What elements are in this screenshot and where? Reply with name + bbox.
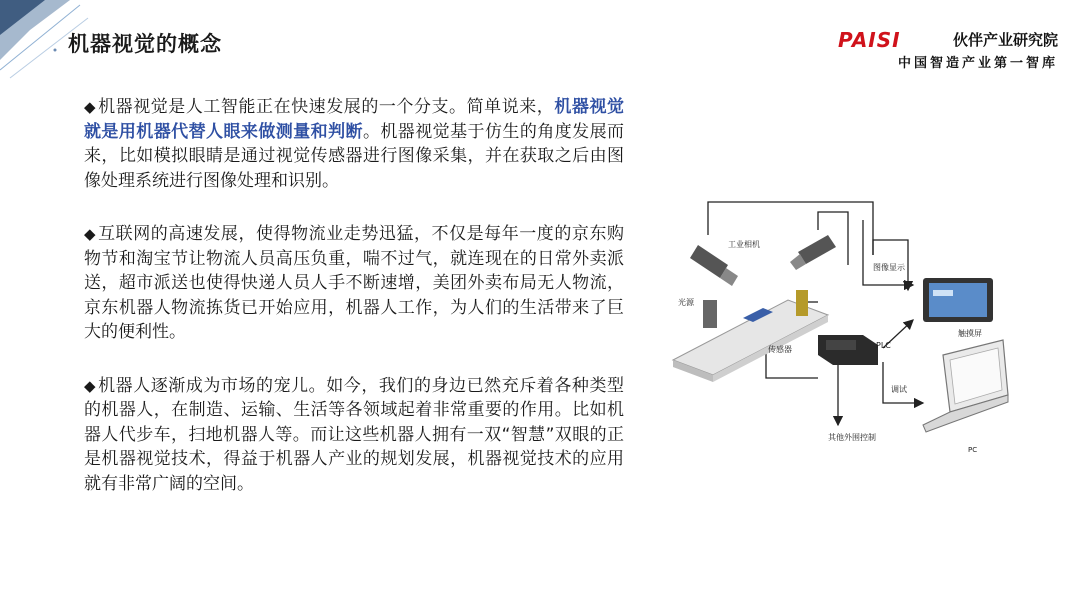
paragraph-text: 互联网的高速发展，使得物流业走势迅猛，不仅是每年一度的京东购物节和淘宝节让物流人员高压负重，喘不过气，就连现在的日常外卖派送，超市派送也使得快递人员人手不断速增，美团外卖布局无人物流，京东机器人物流拣货已开始应用，机器人工作，为人们的生活带来了巨大的便利性。 bbox=[84, 224, 624, 342]
page-title: 机器视觉的概念 bbox=[68, 32, 222, 56]
plc-icon bbox=[818, 335, 878, 365]
camera-icon bbox=[690, 245, 738, 286]
brand-tagline: 中国智造产业第一智库 bbox=[897, 56, 1058, 71]
paragraph-3 bbox=[84, 374, 624, 497]
light-source-icon bbox=[703, 300, 717, 328]
brand-block bbox=[838, 28, 1058, 74]
diamond-bullet-icon: ◆ bbox=[84, 225, 97, 243]
label-image-display: 图像显示 bbox=[873, 263, 905, 272]
label-light-source: 光源 bbox=[678, 298, 694, 307]
label-industrial-camera: 工业相机 bbox=[728, 240, 760, 249]
paragraph-text: 机器视觉是人工智能正在快速发展的一个分支。简单说来， bbox=[98, 97, 555, 117]
label-debug: 调试 bbox=[891, 385, 907, 394]
laptop-icon bbox=[923, 340, 1008, 432]
paragraph-2 bbox=[84, 222, 624, 345]
diamond-bullet-icon: ◆ bbox=[84, 98, 97, 116]
brand-name: 伙伴产业研究院 bbox=[952, 31, 1058, 49]
brand-logo: PAISI bbox=[838, 28, 901, 52]
highlight-text: 机器视觉就是用机器代替人眼来做测量和判断 bbox=[84, 97, 625, 142]
machine-vision-diagram bbox=[668, 190, 1018, 460]
label-external-control: 其他外围控制 bbox=[828, 433, 876, 442]
diamond-bullet-icon: ◆ bbox=[84, 376, 97, 395]
paragraph-text: 机器人逐渐成为市场的宠儿。如今，我们的身边已然充斥着各种类型的机器人，在制造、运输、生活等各领域起着非常重要的作用。比如机器人代步车，扫地机器人等。而让这些机器人拥有一双“智慧”双眼的正是机器视觉技术，得益于机器人产业的规划发展，机器视觉技术的应用就有非常广阔的空间。 bbox=[84, 375, 624, 494]
display-line bbox=[863, 220, 913, 285]
touchscreen-icon bbox=[923, 278, 993, 322]
label-sensor: 传感器 bbox=[768, 345, 792, 354]
debug-line bbox=[883, 362, 923, 403]
text-content bbox=[84, 95, 624, 525]
label-pc: PC bbox=[968, 446, 978, 454]
label-plc: PLC bbox=[876, 341, 891, 350]
paragraph-text: 。机器视觉基于仿生的角度发展而来，比如模拟眼睛是通过视觉传感器进行图像采集，并在获取之后由图像处理系统进行图像处理和识别。 bbox=[84, 121, 625, 191]
paragraph-1 bbox=[84, 95, 624, 193]
label-touchscreen: 触摸屏 bbox=[958, 329, 982, 338]
sensor-icon bbox=[796, 290, 808, 316]
camera-icon bbox=[790, 235, 836, 270]
